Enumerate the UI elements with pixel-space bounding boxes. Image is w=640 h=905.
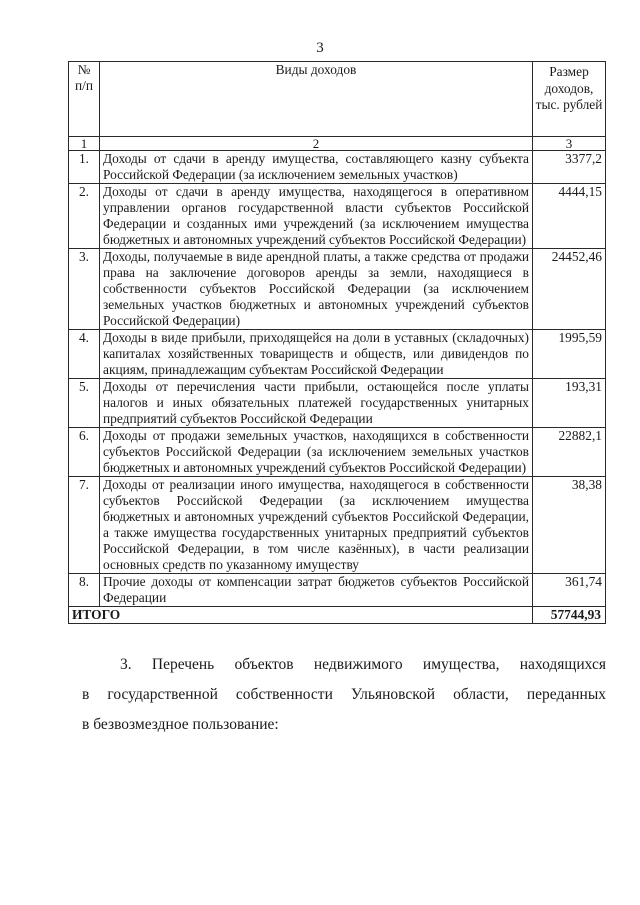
table-row [69,574,606,607]
total-amount: 57744,93 [533,607,606,624]
income-amount: 38,38 [533,477,606,574]
income-amount: 4444,15 [533,184,606,249]
table-row [69,249,606,330]
paragraph-word: недвижимого [313,656,403,673]
table-row [69,477,606,574]
paragraph-word: объектов [234,656,294,673]
income-type: Доходы от продажи земельных участков, находящихся в собственности субъектов Российской Федерации (за исключением земельных участков бюджетных и автономных учреждений субъектов Российской Федерации) [100,428,533,477]
row-number: 4. [69,330,100,379]
income-type: Доходы в виде прибыли, приходящейся на доли в уставных (складочных) капиталах хозяйственных товариществ и обществ, или дивидендов по акциям, принадлежащим субъектам Российской Федерации [100,330,533,379]
row-number: 8. [69,574,100,607]
column-number: 1 [69,137,100,151]
paragraph-word: в [82,686,90,703]
paragraph-word: собственности [235,686,333,703]
table-row [69,379,606,428]
table-row [69,330,606,379]
income-type: Доходы от сдачи в аренду имущества, составляющего казну субъекта Российской Федерации (за исключением земельных участков) [100,151,533,184]
income-type: Доходы от сдачи в аренду имущества, находящегося в оперативном управлении органов государственной власти субъектов Российской Федерации и созданных ими учреждений (за исключением имущества бюджетных и автономных учреждений субъектов Российской Федерации) [100,184,533,249]
paragraph-word: Ульяновской [350,686,436,703]
paragraph-word: 3. [120,656,132,673]
header-num: № п/п [69,62,100,137]
income-type: Доходы, получаемые в виде арендной платы, а также средства от продажи права на заключение договоров аренды за земли, находящиеся в собственности субъектов Российской Федерации (за исключением земельных участков бюджетных и автономных учреждений субъектов Российской Федерации) [100,249,533,330]
header-amount: Размер доходов, тыс. рублей [533,62,606,137]
column-number: 3 [533,137,606,151]
row-number: 5. [69,379,100,428]
table-row [69,184,606,249]
paragraph-word: переданных [526,686,606,703]
table-row [69,428,606,477]
income-amount: 24452,46 [533,249,606,330]
total-row [69,607,606,624]
income-amount: 22882,1 [533,428,606,477]
income-amount: 3377,2 [533,151,606,184]
paragraph-line [82,650,606,680]
table-row [69,151,606,184]
section-paragraph [82,650,606,740]
row-number: 1. [69,151,100,184]
header-type: Виды доходов [100,62,533,137]
paragraph-line: в безвозмездное пользование: [82,716,279,733]
row-number: 7. [69,477,100,574]
column-numbers-row [69,137,606,151]
row-number: 2. [69,184,100,249]
row-number: 6. [69,428,100,477]
paragraph-word: находящихся [519,656,606,673]
income-amount: 193,31 [533,379,606,428]
income-amount: 361,74 [533,574,606,607]
paragraph-line [82,680,606,710]
paragraph-word: государственной [107,686,218,703]
column-number: 2 [100,137,533,151]
row-number: 3. [69,249,100,330]
paragraph-word: области, [453,686,509,703]
income-type: Прочие доходы от компенсации затрат бюджетов субъектов Российской Федерации [100,574,533,607]
income-type: Доходы от перечисления части прибыли, остающейся после уплаты налогов и иных обязательных платежей государственных унитарных предприятий субъектов Российской Федерации [100,379,533,428]
page-number: 3 [316,40,324,56]
total-label: ИТОГО [69,607,533,624]
table-header-row [69,62,606,137]
income-amount: 1995,59 [533,330,606,379]
income-table [68,61,606,624]
paragraph-word: Перечень [151,656,215,673]
income-type: Доходы от реализации иного имущества, находящегося в собственности субъектов Российской Федерации (за исключением имущества бюджетных и автономных учреждений субъектов Российской Федерации, а также имущества государственных унитарных предприятий субъектов Российской Федерации, в том числе казённых), в части реализации основных средств по указанному имуществу [100,477,533,574]
paragraph-word: имущества, [422,656,500,673]
